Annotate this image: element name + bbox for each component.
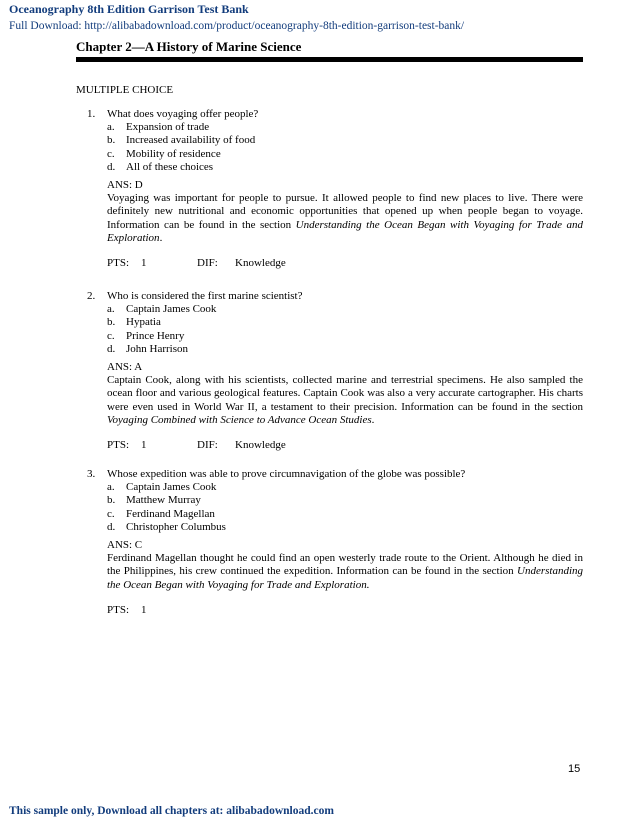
difficulty-label: DIF: (197, 439, 218, 452)
question-text: What does voyaging offer people? (107, 108, 259, 120)
question-number: 3. (87, 468, 96, 480)
options-list (107, 481, 583, 534)
explanation-end: . (371, 413, 375, 426)
option-text: Expansion of trade (126, 121, 210, 134)
download-link[interactable]: http://alibabadownload.com/product/oceanography-8th-edition-garrison-test-bank/ (84, 20, 465, 32)
option-letter: a. (107, 481, 115, 494)
question-1 (87, 108, 583, 270)
points-label: PTS: (107, 603, 130, 616)
option-text: Captain James Cook (126, 303, 217, 316)
question-meta (107, 604, 583, 617)
options-list (107, 303, 583, 356)
document-header-title: Oceanography 8th Edition Garrison Test Bank (9, 2, 249, 16)
points-value: 1 (141, 439, 147, 452)
difficulty-value: Knowledge (235, 257, 286, 270)
options-list (107, 121, 583, 174)
explanation-text: Voyaging was important for people to pursue. It allowed people to find new places to live. There were definitely new nutritional and economic opportunities that opened up when people began to voyage. Information can be found in the section (107, 192, 583, 231)
option-d (107, 161, 583, 174)
option-text: Mobility of residence (126, 147, 221, 160)
question-2 (87, 290, 583, 452)
download-prefix: Full Download: (9, 20, 85, 32)
option-b (107, 134, 583, 147)
answer-explanation (107, 552, 583, 592)
points-label: PTS: (107, 439, 130, 452)
option-letter: a. (107, 121, 115, 134)
answer-key: ANS: D (107, 179, 143, 192)
option-text: Increased availability of food (126, 134, 256, 147)
option-letter: d. (107, 520, 116, 533)
points-value: 1 (141, 257, 147, 270)
answer-key: ANS: C (107, 539, 143, 552)
answer-explanation (107, 374, 583, 427)
explanation-text: Ferdinand Magellan thought he could find an open westerly trade route to the Orient. Although he died in the Philippines, his crew continued the expedition. Information can be found in the section (107, 552, 583, 578)
points-label: PTS: (107, 257, 130, 270)
difficulty-value: Knowledge (235, 439, 286, 452)
option-letter: b. (107, 494, 116, 507)
option-letter: d. (107, 342, 116, 355)
question-meta (107, 257, 583, 270)
explanation-section-reference: Understanding the Ocean Began with Voyaging for Trade and Exploration (107, 218, 583, 244)
explanation-end: . (159, 231, 163, 244)
option-text: Hypatia (126, 316, 161, 329)
option-letter: a. (107, 303, 115, 316)
question-3 (87, 468, 583, 617)
footer-download-note: This sample only, Download all chapters at: alibabadownload.com (9, 805, 334, 817)
question-number: 1. (87, 108, 96, 120)
answer-key: ANS: A (107, 361, 143, 374)
option-letter: c. (107, 147, 115, 160)
option-text: All of these choices (126, 160, 214, 173)
download-line (9, 20, 464, 32)
option-a (107, 481, 583, 494)
option-b (107, 494, 583, 507)
page-number: 15 (568, 763, 581, 775)
question-meta (107, 439, 583, 452)
option-letter: c. (107, 507, 115, 520)
chapter-title: Chapter 2—A History of Marine Science (76, 39, 302, 54)
question-text: Who is considered the first marine scientist? (107, 290, 303, 302)
option-d (107, 343, 583, 356)
option-a (107, 121, 583, 134)
explanation-section-reference: Voyaging Combined with Science to Advance Ocean Studies (107, 413, 372, 426)
option-b (107, 316, 583, 329)
explanation-text: Captain Cook, along with his scientists, collected marine and terrestrial specimens. He also sampled the ocean floor and various geological features. Captain Cook was also a very accurate cartographer. His charts were even used in World War II, a testament to their precision. Information can be found in the section (107, 374, 583, 413)
option-d (107, 521, 583, 534)
option-letter: b. (107, 134, 116, 147)
points-value: 1 (141, 603, 147, 616)
difficulty-label: DIF: (197, 257, 218, 270)
section-title: MULTIPLE CHOICE (76, 84, 174, 96)
option-text: Christopher Columbus (126, 520, 226, 533)
option-text: Ferdinand Magellan (126, 507, 215, 520)
option-text: Prince Henry (126, 329, 185, 342)
chapter-rule (76, 57, 583, 62)
option-c (107, 508, 583, 521)
option-letter: c. (107, 329, 115, 342)
option-a (107, 303, 583, 316)
explanation-section-reference: Understanding the Ocean Began with Voyaging for Trade and Exploration. (107, 565, 583, 591)
option-letter: d. (107, 160, 116, 173)
option-c (107, 330, 583, 343)
option-text: John Harrison (126, 342, 189, 355)
option-letter: b. (107, 316, 116, 329)
question-number: 2. (87, 290, 96, 302)
answer-explanation (107, 192, 583, 245)
option-c (107, 148, 583, 161)
question-text: Whose expedition was able to prove circumnavigation of the globe was possible? (107, 468, 466, 480)
option-text: Captain James Cook (126, 481, 217, 494)
option-text: Matthew Murray (126, 494, 201, 507)
